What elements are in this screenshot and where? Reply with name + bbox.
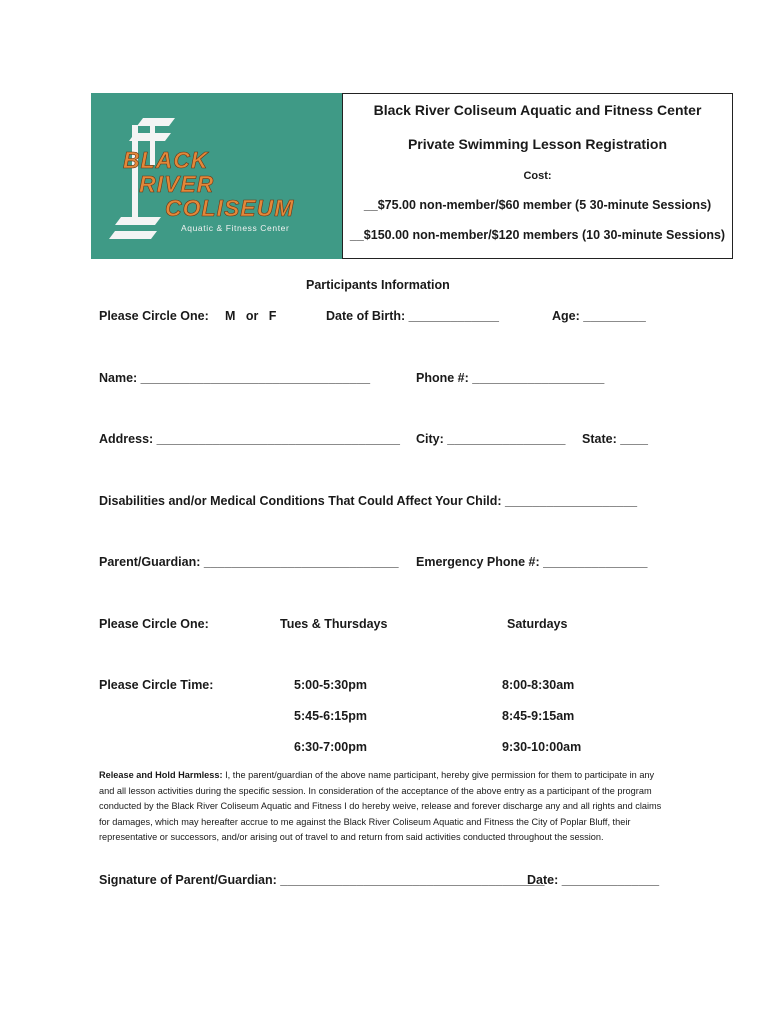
- release-paragraph: [99, 768, 669, 846]
- release-heading: Release and Hold Harmless:: [99, 770, 223, 780]
- day-circle-label: Please Circle One:: [99, 617, 209, 631]
- age-field[interactable]: Age: _________: [552, 309, 646, 323]
- cost-label: Cost:: [523, 170, 552, 182]
- name-field[interactable]: Name: _________________________________: [99, 371, 371, 385]
- city-field[interactable]: City: _________________: [416, 432, 566, 446]
- page-subtitle: Private Swimming Lesson Registration: [407, 136, 668, 152]
- parent-guardian-field[interactable]: Parent/Guardian: ____________________________: [99, 555, 399, 569]
- logo: [91, 93, 342, 259]
- header-box: [342, 93, 733, 259]
- emergency-phone-field[interactable]: Emergency Phone #: _______________: [416, 555, 648, 569]
- logo-word-coliseum: COLISEUM: [165, 195, 295, 221]
- section-title: Participants Information: [306, 278, 450, 292]
- gender-options[interactable]: M or F: [225, 309, 277, 323]
- signature-date-field[interactable]: Date: ______________: [527, 873, 660, 887]
- disabilities-field[interactable]: Disabilities and/or Medical Conditions That Could Affect Your Child: ___________________: [99, 494, 638, 508]
- state-field[interactable]: State: ____: [582, 432, 649, 446]
- page-title: Black River Coliseum Aquatic and Fitness Center: [373, 102, 702, 118]
- time-option[interactable]: 8:45-9:15am: [502, 709, 575, 723]
- dob-field[interactable]: Date of Birth: _____________: [326, 309, 500, 323]
- signature-field[interactable]: Signature of Parent/Guardian: ______________________________________: [99, 873, 545, 887]
- cost-option-1: __$75.00 non-member/$60 member (5 30-minute Sessions): [363, 198, 712, 212]
- logo-word-black: BLACK: [123, 147, 209, 173]
- address-field[interactable]: Address: ___________________________________: [99, 432, 400, 446]
- time-option[interactable]: 5:00-5:30pm: [294, 678, 367, 692]
- day-option-saturdays[interactable]: Saturdays: [507, 617, 568, 631]
- cost-option-2: __$150.00 non-member/$120 members (10 30-minute Sessions): [349, 228, 726, 242]
- gender-circle-label: Please Circle One:: [99, 309, 209, 323]
- logo-word-river: RIVER: [139, 171, 215, 197]
- time-option[interactable]: 5:45-6:15pm: [294, 709, 367, 723]
- time-option[interactable]: 9:30-10:00am: [502, 740, 582, 754]
- release-body: I, the parent/guardian of the above name participant, hereby give permission for them to participate in any and all lesson activities during the specific session. In consideration of the acceptance of the above entry as a participant of the program conducted by the Black River Coliseum Aquatic and Fitness I do hereby weive, release and forever discharge any and all rights and claims for damages, which may hereafter accrue to me against the Black River Coliseum Aquatic and Fitness the City of Poplar Bluff, their representative or successors, and/or arising out of travel to and return from said activities conducted throughout the session.: [99, 770, 662, 842]
- logo-tagline: Aquatic & Fitness Center: [181, 223, 290, 233]
- time-option[interactable]: 6:30-7:00pm: [294, 740, 367, 754]
- time-option[interactable]: 8:00-8:30am: [502, 678, 575, 692]
- day-option-tues-thurs[interactable]: Tues & Thursdays: [280, 617, 388, 631]
- phone-field[interactable]: Phone #: ___________________: [416, 371, 605, 385]
- time-circle-label: Please Circle Time:: [99, 678, 214, 692]
